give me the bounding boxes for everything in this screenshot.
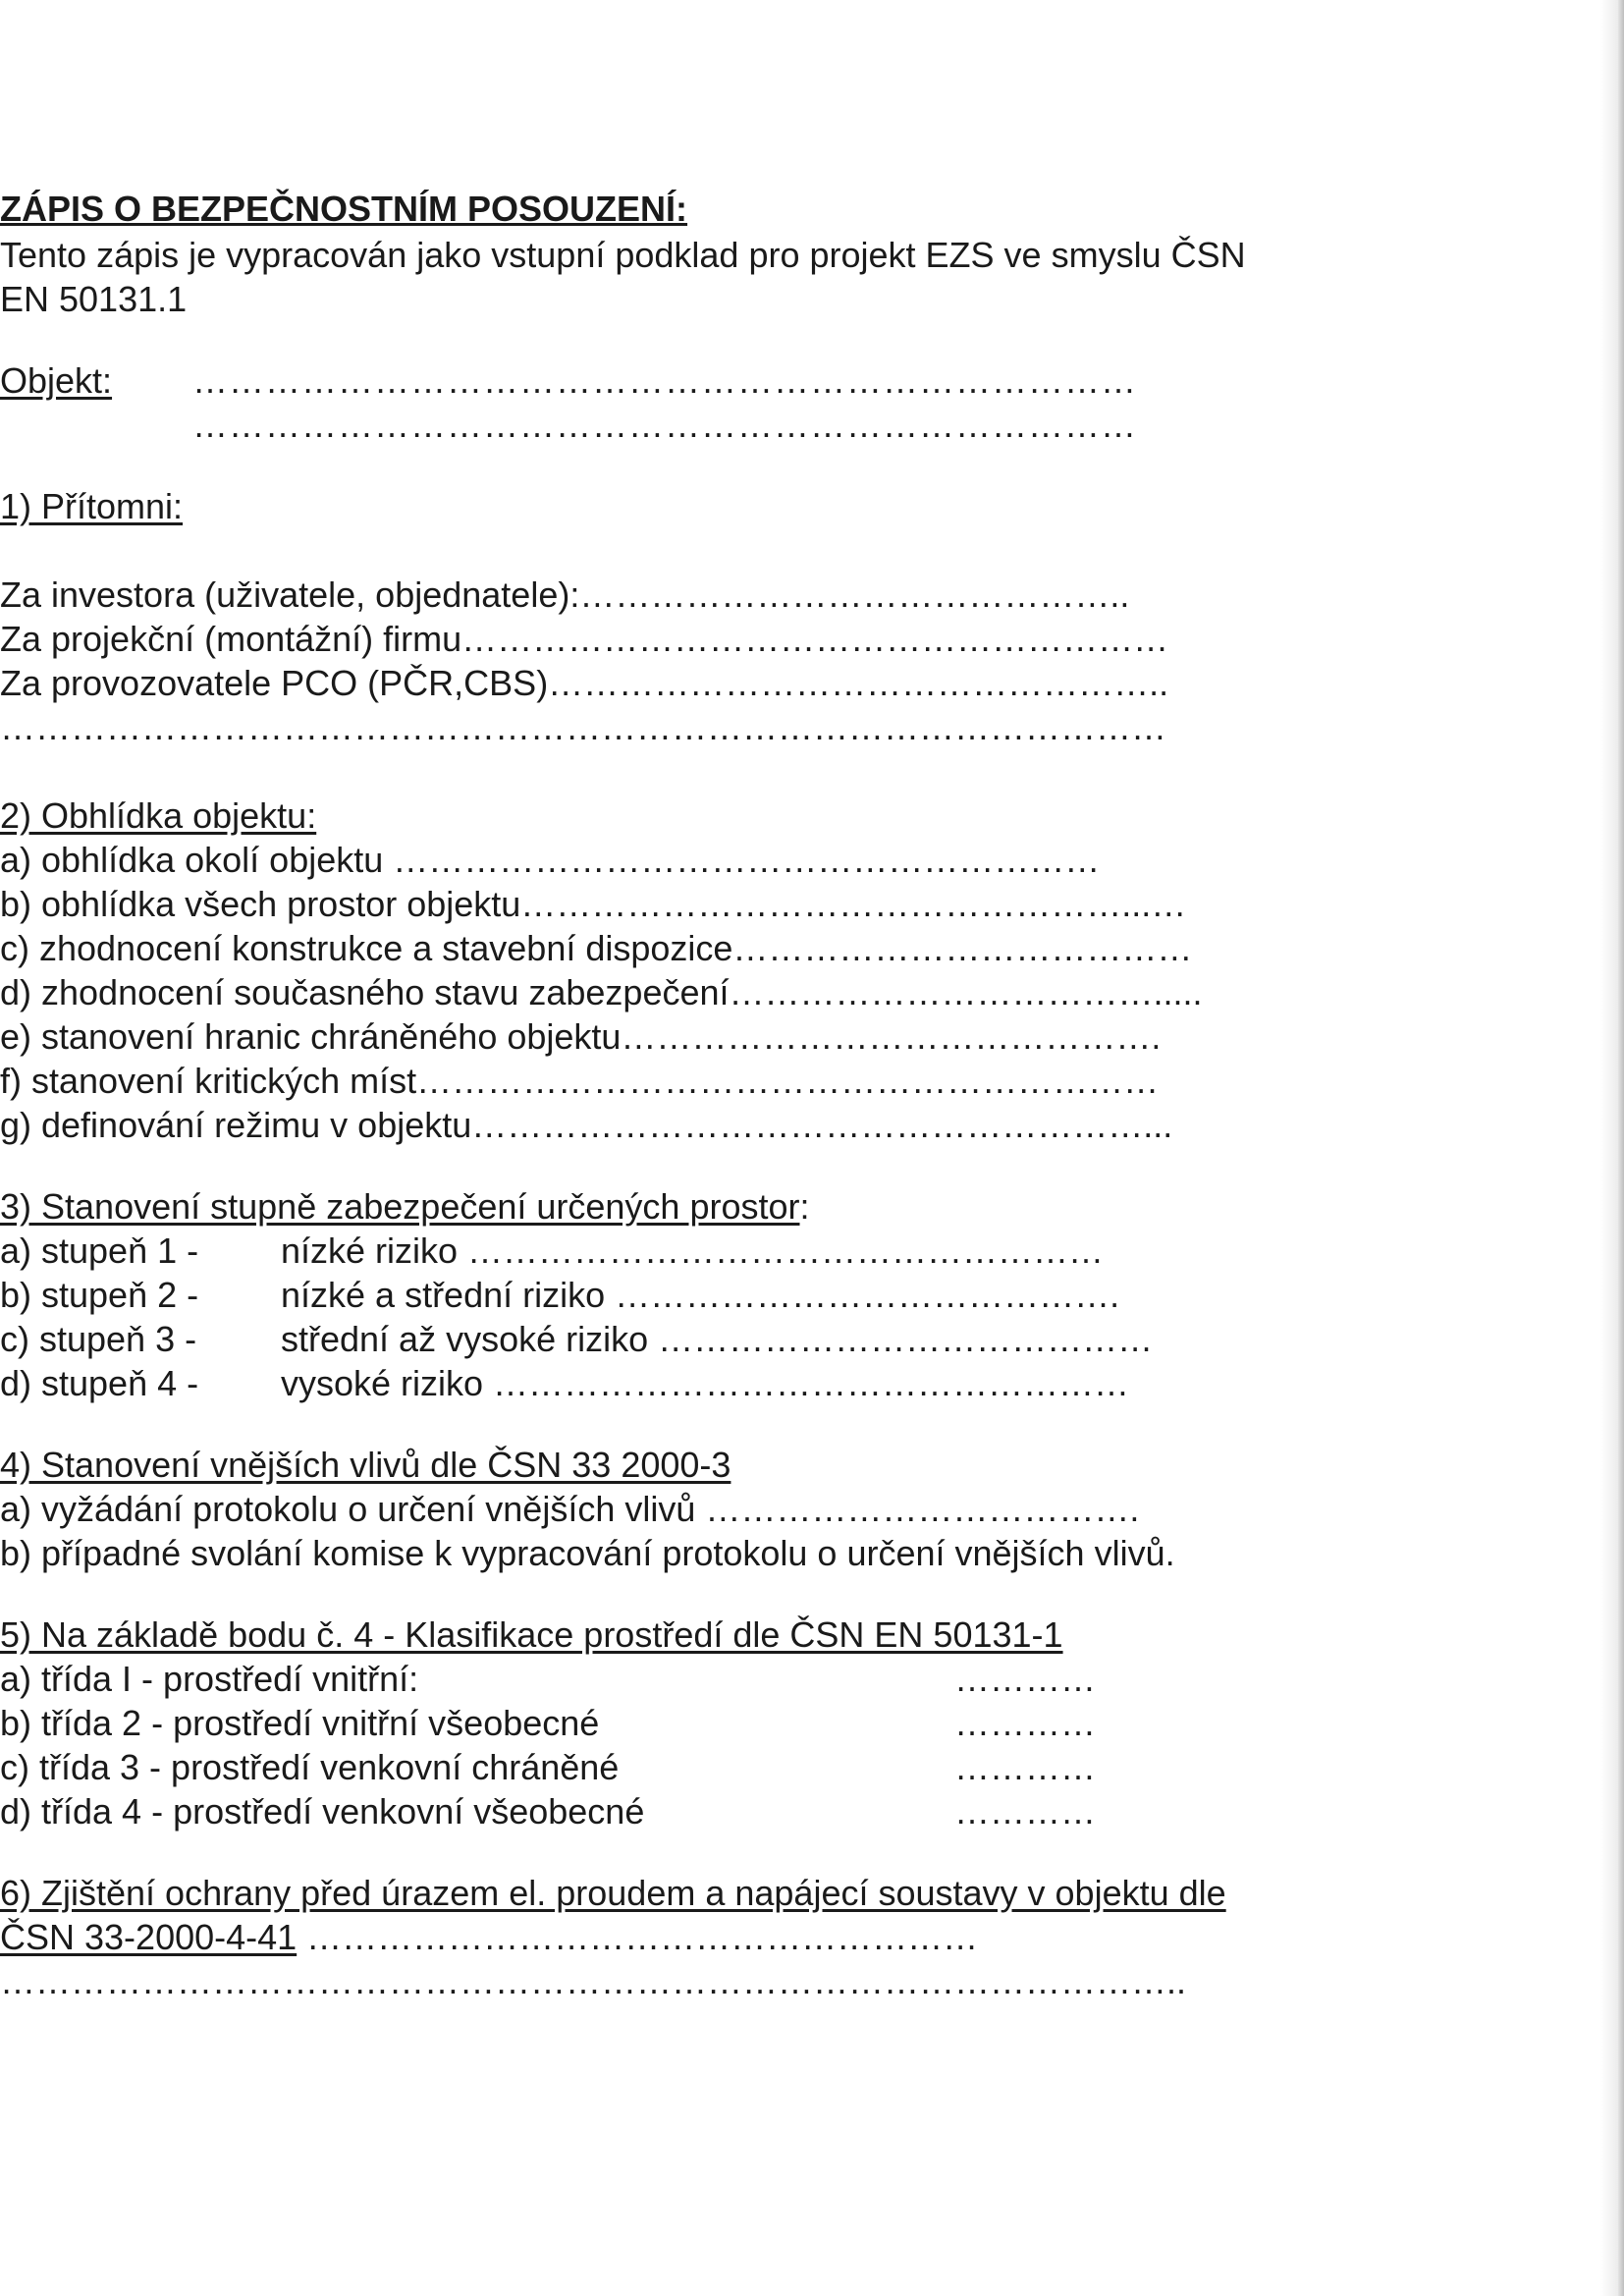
object-field bbox=[0, 358, 1375, 447]
environment-dots: ………… bbox=[954, 1747, 1096, 1787]
environment-class: a) třída I - prostředí vnitřní: bbox=[0, 1659, 419, 1699]
section-5-row bbox=[0, 1657, 1375, 1701]
section-3-row bbox=[0, 1317, 1375, 1361]
security-level: c) stupeň 3 - bbox=[0, 1319, 197, 1359]
section-4-item: a) vyžádání protokolu o určení vnějších vlivů ………………………………. bbox=[0, 1489, 1140, 1529]
section-2-item: d) zhodnocení současného stavu zabezpečení………………………………..... bbox=[0, 972, 1203, 1012]
environment-class: b) třída 2 - prostředí vnitřní všeobecné bbox=[0, 1703, 600, 1743]
document-title: ZÁPIS O BEZPEČNOSTNÍM POSOUZENÍ: bbox=[0, 189, 688, 229]
intro-line-2: EN 50131.1 bbox=[0, 279, 188, 319]
section-5-row bbox=[0, 1789, 1375, 1833]
section-1-item: Za projekční (montážní) firmu…………………………………………………… bbox=[0, 619, 1169, 659]
section-3-heading: 3) Stanovení stupně zabezpečení určených prostor: bbox=[0, 1186, 810, 1227]
security-level: d) stupeň 4 - bbox=[0, 1363, 199, 1403]
section-3-row bbox=[0, 1273, 1375, 1317]
section-1-item: Za investora (uživatele, objednatele):……………………………………….. bbox=[0, 574, 1130, 615]
section-2-item: a) obhlídka okolí objektu …………………………………………………… bbox=[0, 840, 1101, 880]
section-6-dots: ……………………………………………………………………………………….. bbox=[0, 1961, 1187, 2001]
section-2-item: b) obhlídka všech prostor objektu……………………………………………...… bbox=[0, 884, 1187, 924]
object-dots-1: …………………………………………………………………… bbox=[192, 360, 1137, 401]
document bbox=[0, 187, 1375, 2003]
section-2-heading: 2) Obhlídka objektu: bbox=[0, 795, 317, 836]
section-3-row bbox=[0, 1361, 1375, 1405]
section-2-item: f) stanovení kritických míst……………………………………………………… bbox=[0, 1061, 1160, 1101]
section-2-item: e) stanovení hranic chráněného objektu………………………………………. bbox=[0, 1016, 1162, 1057]
environment-dots: ………… bbox=[954, 1791, 1096, 1831]
page-edge-shadow bbox=[1600, 0, 1618, 2296]
section-3-row bbox=[0, 1229, 1375, 1273]
security-level: a) stupeň 1 - bbox=[0, 1230, 199, 1271]
object-label: Objekt: bbox=[0, 360, 113, 401]
environment-dots: ………… bbox=[954, 1659, 1096, 1699]
section-1-item: Za provozovatele PCO (PČR,CBS)…………………………………………….. bbox=[0, 663, 1169, 703]
section-1-heading: 1) Přítomni: bbox=[0, 486, 184, 526]
section-1-item: ……………………………………………………………………………………… bbox=[0, 707, 1166, 747]
section-4-item: b) případné svolání komise k vypracování protokolu o určení vnějších vlivů. bbox=[0, 1533, 1175, 1573]
section-4-heading: 4) Stanovení vnějších vlivů dle ČSN 33 2000-3 bbox=[0, 1445, 731, 1485]
section-2-item: c) zhodnocení konstrukce a stavební dispozice………………………………… bbox=[0, 928, 1193, 968]
environment-dots: ………… bbox=[954, 1703, 1096, 1743]
section-5-heading: 5) Na základě bodu č. 4 - Klasifikace prostředí dle ČSN EN 50131-1 bbox=[0, 1614, 1063, 1655]
environment-class: d) třída 4 - prostředí venkovní všeobecné bbox=[0, 1791, 645, 1831]
risk-description: střední až vysoké riziko …………………………………… bbox=[281, 1319, 1154, 1359]
section-6-heading-line-2: ČSN 33-2000-4-41 ………………………………………………… bbox=[0, 1917, 979, 1957]
risk-description: nízké a střední riziko ……………………………………. bbox=[281, 1275, 1120, 1315]
environment-class: c) třída 3 - prostředí venkovní chráněné bbox=[0, 1747, 620, 1787]
section-5-row bbox=[0, 1701, 1375, 1745]
object-dots-2: …………………………………………………………………… bbox=[192, 405, 1137, 445]
security-level: b) stupeň 2 - bbox=[0, 1275, 199, 1315]
section-6-heading-line-1: 6) Zjištění ochrany před úrazem el. proudem a napájecí soustavy v objektu dle bbox=[0, 1873, 1226, 1913]
risk-description: nízké riziko ……………………………………………… bbox=[281, 1230, 1105, 1271]
page-edge bbox=[1618, 0, 1624, 2296]
section-5-row bbox=[0, 1745, 1375, 1789]
intro-line-1: Tento zápis je vypracován jako vstupní podklad pro projekt EZS ve smyslu ČSN bbox=[0, 235, 1246, 275]
section-2-item: g) definování režimu v objektu…………………………………………………... bbox=[0, 1105, 1173, 1145]
risk-description: vysoké riziko ……………………………………………… bbox=[281, 1363, 1130, 1403]
